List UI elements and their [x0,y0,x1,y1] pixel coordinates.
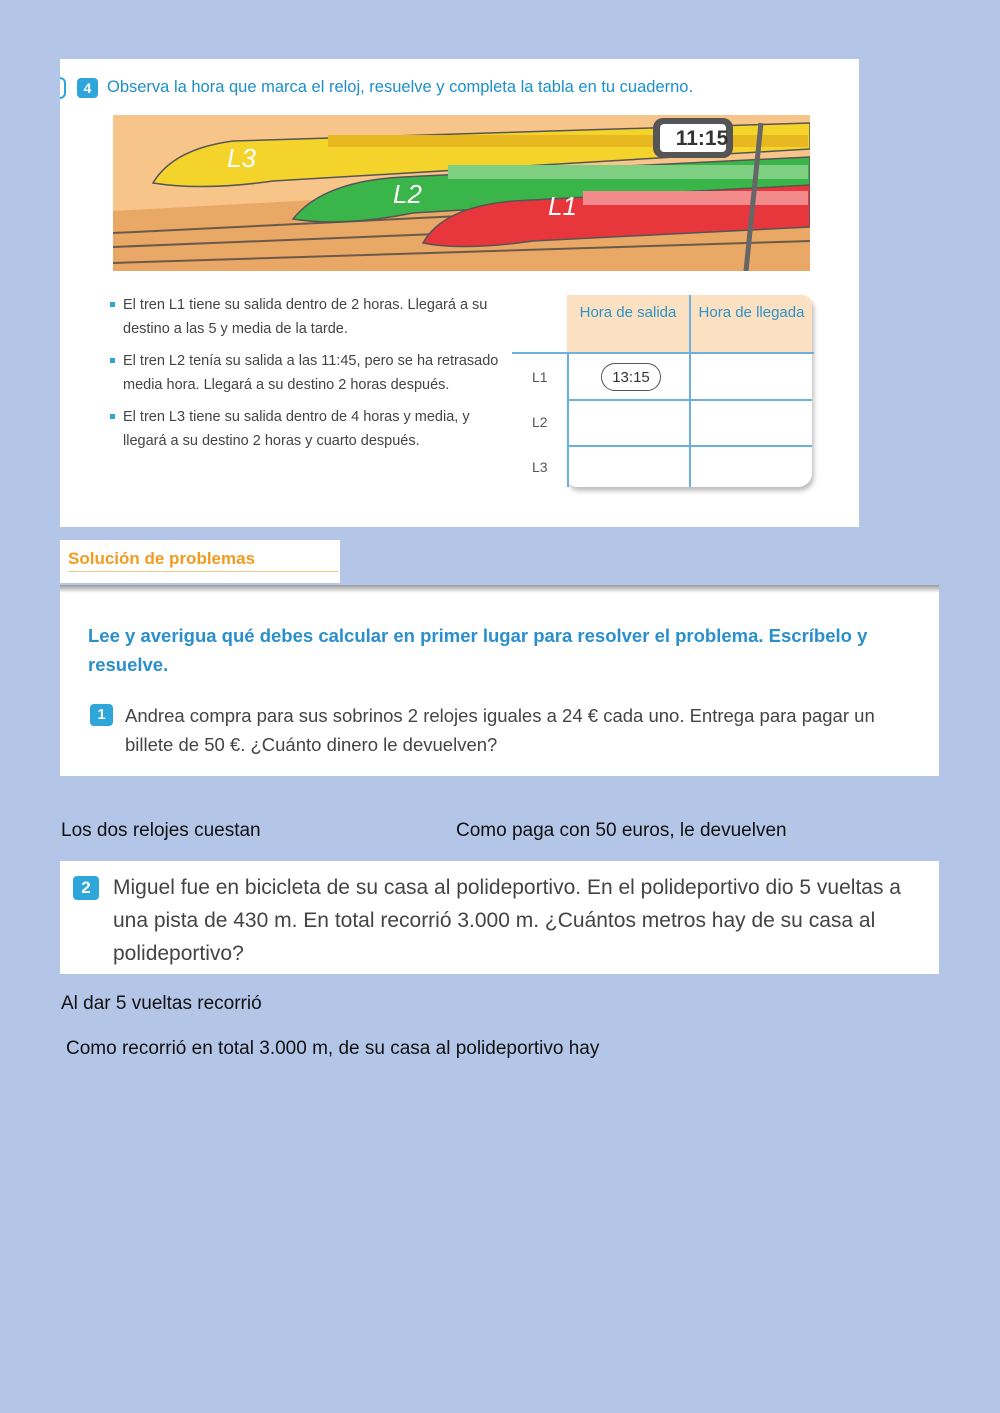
divider [60,585,939,593]
list-item: El tren L3 tiene su salida dentro de 4 horas y media, y llegará a su destino 2 horas y cuarto después. [107,405,507,453]
title-underline [68,571,338,572]
bullet-list [107,293,507,461]
answer-1-left: Los dos relojes cuestan [61,820,261,841]
problem-number-badge: 1 [90,704,113,726]
divider [567,445,812,447]
row-label-l2: L2 [532,414,548,430]
section-title: Solución de problemas [68,549,256,568]
salida-l1-value: 13:15 [601,363,661,391]
list-item: El tren L2 tenía su salida a las 11:45, pero se ha retrasado media hora. Llegará a su destino 2 horas después. [107,349,507,397]
exercise-4-panel [60,59,859,527]
divider [567,399,812,401]
row-label-l1: L1 [532,369,548,385]
schedule-table [512,295,814,489]
problem-1-panel [60,585,939,776]
problem-2-panel [60,861,939,974]
exercise-4-heading [60,77,859,101]
header-hora-salida: Hora de salida [567,295,689,353]
bracket-icon [60,77,66,99]
divider [567,353,569,487]
answer-1-right: Como paga con 50 euros, le devuelven [456,820,787,841]
divider [512,352,814,354]
section-tab [60,540,340,583]
exercise-number-badge: 4 [77,78,98,98]
answer-2-line-2: Como recorrió en total 3.000 m, de su casa al polideportivo hay [66,1038,600,1059]
list-item: El tren L1 tiene su salida dentro de 2 horas. Llegará a su destino a las 5 y media de la tarde. [107,293,507,341]
problem-number-badge: 2 [73,876,99,900]
clock-time: 11:15 [675,127,729,150]
train-label-l1: L1 [548,191,577,221]
exercise-title: Observa la hora que marca el reloj, resuelve y completa la tabla en tu cuaderno. [107,78,694,96]
divider [689,295,691,487]
train-label-l2: L2 [393,179,422,209]
problem-2-text: Miguel fue en bicicleta de su casa al polideportivo. En el polideportivo dio 5 vueltas a una pista de 430 m. En total recorrió 3.000 m. ¿Cuántos metros hay de su casa al polideportivo? [113,876,901,965]
header-hora-llegada: Hora de llegada [691,295,812,353]
problem-1-text: Andrea compra para sus sobrinos 2 relojes iguales a 24 € cada uno. Entrega para pagar un billete de 50 €. ¿Cuánto dinero le devuelven? [125,705,875,755]
instructions: Lee y averigua qué debes calcular en primer lugar para resolver el problema. Escríbelo y resuelve. [88,625,868,675]
row-label-l3: L3 [532,459,548,475]
train-label-l3: L3 [227,143,256,173]
answer-2-line-1: Al dar 5 vueltas recorrió [61,993,262,1014]
table-card [567,295,812,487]
